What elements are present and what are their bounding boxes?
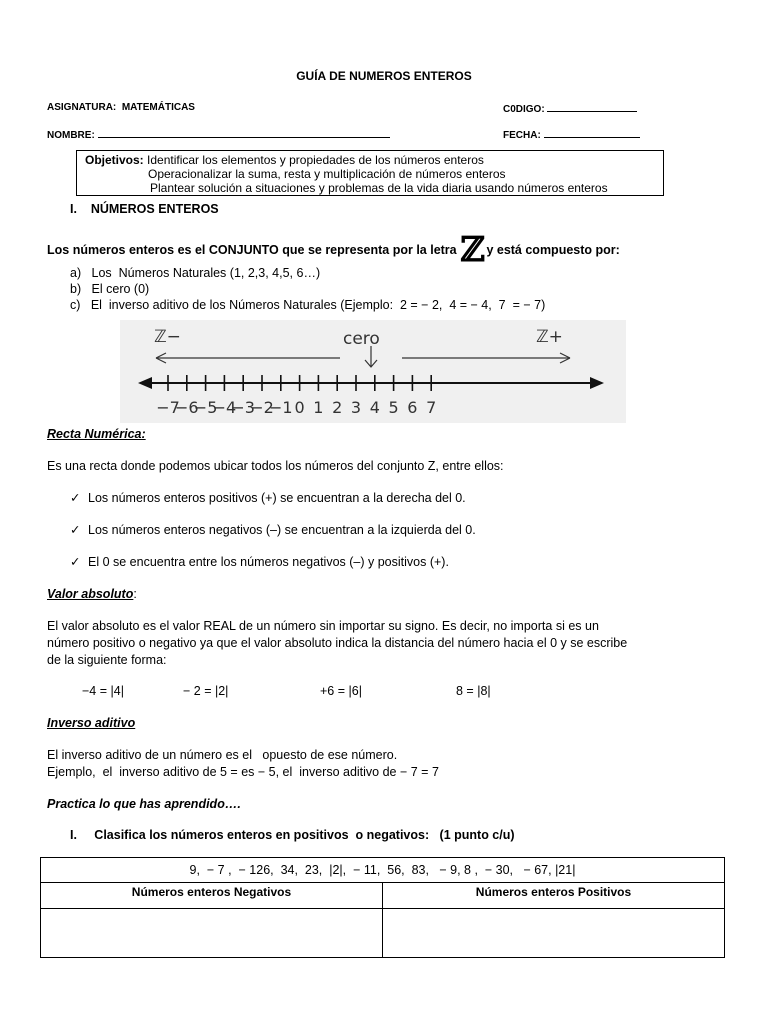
objective-2: Operacionalizar la suma, resta y multiplicación de números enteros <box>148 167 506 181</box>
bullet-text: Los números enteros negativos (–) se encuentran a la izquierda del 0. <box>88 523 476 537</box>
axis-left-arrow-icon <box>138 377 152 389</box>
check-icon: ✓ <box>70 555 81 569</box>
objective-1: Identificar los elementos y propiedades de los números enteros <box>147 153 484 167</box>
tick-label: −2 <box>250 398 274 417</box>
tick-label: −3 <box>231 398 255 417</box>
tick-label: 6 <box>407 398 418 417</box>
table-row <box>41 909 725 958</box>
integers-set-icon: ℤ <box>460 230 483 270</box>
tick-label: 2 <box>332 398 343 417</box>
recta-heading: Recta Numérica: <box>47 427 146 441</box>
subject-label: ASIGNATURA: <box>47 102 117 113</box>
check-icon: ✓ <box>70 523 81 537</box>
section-intro <box>47 230 620 270</box>
axis-ticks <box>156 375 436 417</box>
name-label: NOMBRE: <box>47 130 95 141</box>
number-line-figure <box>120 320 626 423</box>
objective-3: Plantear solución a situaciones y problemas de la vida diaria usando números enteros <box>150 181 608 195</box>
objectives-box <box>76 150 664 196</box>
check-icon: ✓ <box>70 491 81 505</box>
number-line-svg <box>120 320 626 423</box>
list-item <box>70 522 476 537</box>
valor-colon: : <box>133 587 137 601</box>
list-item <box>70 554 449 569</box>
positive-answer-cell[interactable] <box>383 909 725 958</box>
table-row <box>41 883 725 909</box>
practice-question: I. Clasifica los números enteros en positivos o negativos: (1 punto c/u) <box>70 828 515 842</box>
name-field[interactable] <box>98 128 390 138</box>
tick-label: −5 <box>193 398 218 417</box>
code-label: C0DIGO: <box>503 104 545 115</box>
tick-label: 0 <box>294 398 305 417</box>
intro-before: Los números enteros es el CONJUNTO que se representa por la letra <box>47 243 457 257</box>
abs-example: +6 = |6| <box>320 684 362 698</box>
negative-column-header: Números enteros Negativos <box>41 883 383 909</box>
valor-line-1: El valor absoluto es el valor REAL de un número sin importar su signo. Es decir, no importa si es un <box>47 619 599 633</box>
axis-right-arrow-icon <box>590 377 604 389</box>
list-item: c) El inverso aditivo de los Números Naturales (Ejemplo: 2 = − 2, 4 = − 4, 7 = − 7) <box>70 298 546 312</box>
tick-label: 4 <box>369 398 380 417</box>
code-field[interactable] <box>547 102 637 112</box>
section-heading: I. NÚMEROS ENTEROS <box>70 202 219 216</box>
positive-column-header: Números enteros Positivos <box>383 883 725 909</box>
numbers-cell: 9, − 7 , − 126, 34, 23, |2|, − 11, 56, 83, − 9, 8 , − 30, − 67, |21| <box>41 858 725 883</box>
code-row <box>503 102 637 115</box>
positive-set-label: ℤ+ <box>536 327 563 347</box>
subject-row <box>47 102 195 113</box>
tick-label: 5 <box>388 398 399 417</box>
subject-value: MATEMÁTICAS <box>121 102 195 113</box>
bullet-text: El 0 se encuentra entre los números negativos (–) y positivos (+). <box>88 555 449 569</box>
negative-answer-cell[interactable] <box>41 909 383 958</box>
valor-line-2: número positivo o negativo ya que el valor absoluto indica la distancia del número hacia el 0 y se escribe <box>47 636 628 650</box>
abs-example: 8 = |8| <box>456 684 491 698</box>
list-item <box>70 490 466 505</box>
objectives-label: Objetivos: <box>85 153 144 167</box>
name-row <box>47 128 390 141</box>
inverso-line-2: Ejemplo, el inverso aditivo de 5 = es − 5, el inverso aditivo de − 7 = 7 <box>47 765 439 779</box>
date-row <box>503 128 640 141</box>
list-item: a) Los Números Naturales (1, 2,3, 4,5, 6…) <box>70 266 321 280</box>
zero-label: cero <box>343 329 380 349</box>
page-title: GUÍA DE NUMEROS ENTEROS <box>296 69 472 83</box>
valor-heading: Valor absoluto <box>47 587 134 601</box>
tick-label: 1 <box>313 398 324 417</box>
tick-label: −4 <box>212 398 237 417</box>
practice-heading: Practica lo que has aprendido…. <box>47 797 241 811</box>
bullet-text: Los números enteros positivos (+) se encuentran a la derecha del 0. <box>88 491 466 505</box>
abs-example: −4 = |4| <box>82 684 124 698</box>
tick-label: −7 <box>156 398 180 417</box>
inverso-line-1: El inverso aditivo de un número es el opuesto de ese número. <box>47 748 398 762</box>
date-label: FECHA: <box>503 130 541 141</box>
tick-label: −6 <box>175 398 199 417</box>
intro-after: y está compuesto por: <box>486 243 620 257</box>
date-field[interactable] <box>544 128 640 138</box>
classification-table <box>40 857 725 958</box>
valor-line-3: de la siguiente forma: <box>47 653 167 667</box>
inverso-heading: Inverso aditivo <box>47 716 136 730</box>
tick-label: 7 <box>426 398 437 417</box>
valor-heading-row <box>47 587 137 601</box>
tick-label: 3 <box>350 398 362 417</box>
tick-label: −1 <box>269 398 293 417</box>
recta-intro: Es una recta donde podemos ubicar todos los números del conjunto Z, entre ellos: <box>47 459 504 473</box>
negative-set-label: ℤ− <box>154 327 181 347</box>
table-row <box>41 858 725 883</box>
list-item: b) El cero (0) <box>70 282 150 296</box>
abs-example: − 2 = |2| <box>183 684 229 698</box>
